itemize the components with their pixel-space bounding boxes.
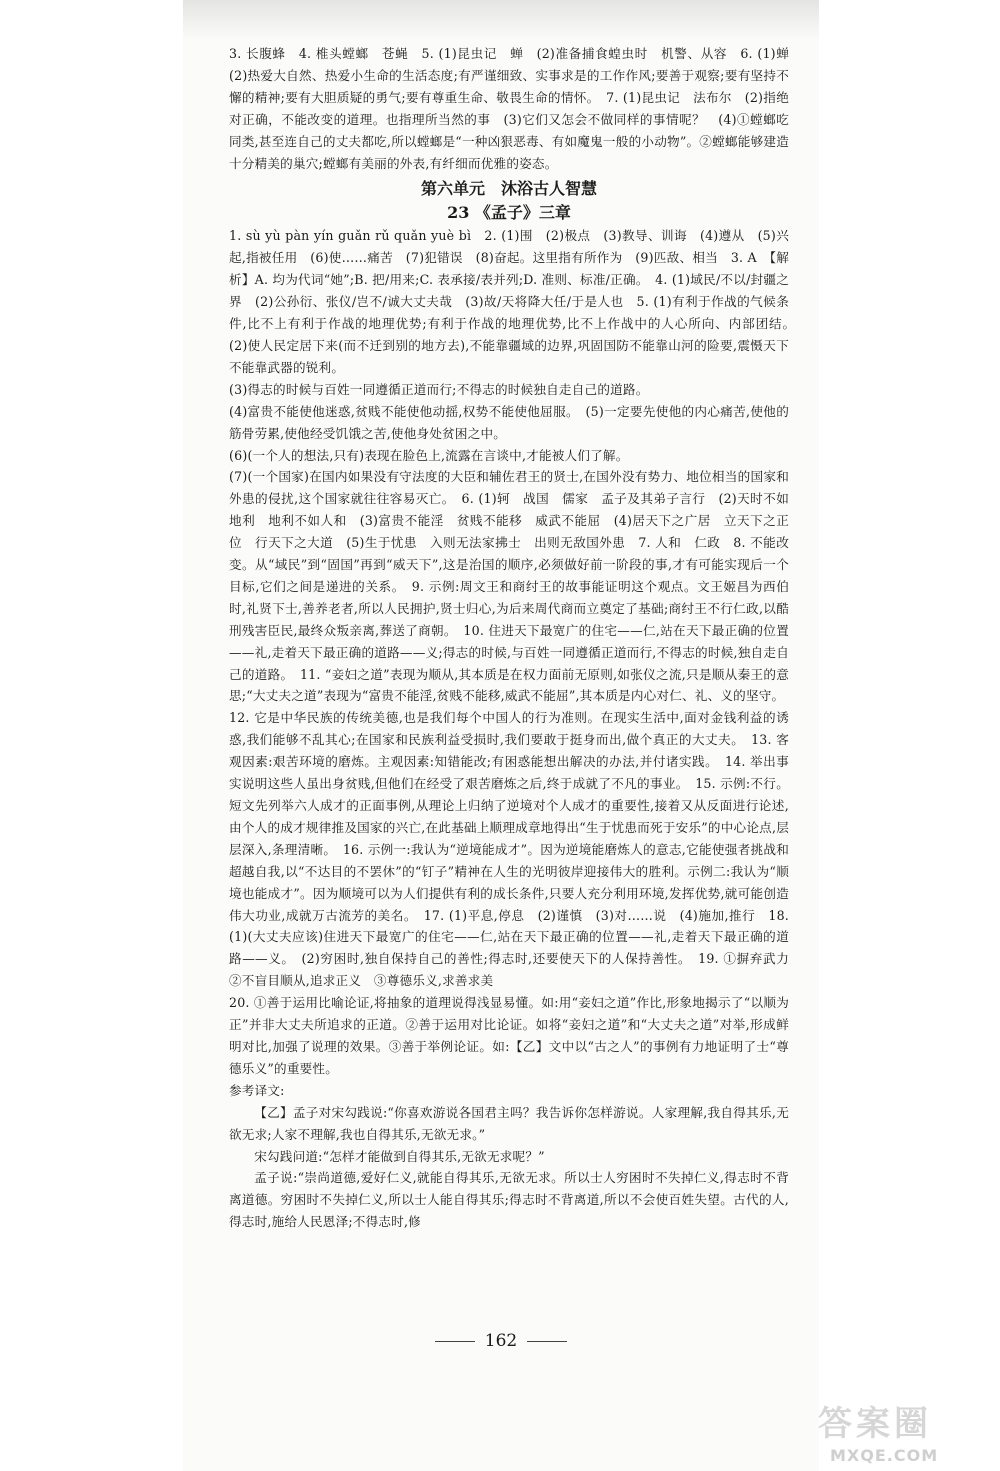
answer-paragraph-top: 3. 长腹蜂 4. 椎头螳螂 苍蝇 5. (1)昆虫记 蝉 (2)准备捕食蝗虫时 机警、从容 6. (1)蝉 (2)热爱大自然、热爱小生命的生活态度;有严谨细致、实事求是的工作作风;要善于观察;要有坚持不懈的精神;要有大胆质疑的勇气;要有尊重生命、敬畏生命的情怀。 7. (1)昆虫记 法布尔 (2)指绝对正确，不能改变的道理。也指理所当然的事 (3)它们又怎会不做同样的事情呢？ (4)①螳螂吃同类,甚至连自己的丈夫都吃,所以螳螂是“一种凶狠恶毒、有如魔鬼一般的小动物”。②螳螂能够建造十分精美的巢穴;螳螂有美丽的外表,有纤细而优雅的姿态。 xyxy=(229,46,802,171)
answer-paragraph: 1. sù yù pàn yín guǎn rǔ quǎn yuè bì 2. (1)围 (2)极点 (3)教导、训诲 (4)遵从 (5)兴起,指被任用 (6)使……痛苦 (7)犯错误 (8)奋起。这里指有所作为 (9)匹敌、相当 3. A 【解析】A. 均为代词“她”;B. 把/用来;C. 表承接/表并列;D. 准则、标准/正确。 4. (1)域民/不以/封疆之界 (2)公孙衍、张仪/岂不/诚大丈夫哉 (3)故/天将降大任/于是人也 5. (1)有利于作战的气候条件,比不上有利于作战的地理优势;有利于作战的地理优势,比不上作战中的人心所向、内部团结。 (2)使人民定居下来(而不迁到别的地方去),不能靠疆域的边界,巩固国防不能靠山河的险要,震慑天下不能靠武器的锐利。 xyxy=(229,228,802,375)
answer-paragraph: (4)富贵不能使他迷惑,贫贱不能使他动摇,权势不能使他屈服。 (5)一定要先使他的内心痛苦,使他的筋骨劳累,使他经受饥饿之苦,使他身处贫困之中。 xyxy=(229,403,789,441)
translation-paragraph: 宋勾践问道:“怎样才能做到自得其乐,无欲无求呢？” xyxy=(254,1148,545,1164)
book-page xyxy=(183,0,819,1471)
answer-paragraph: 12. 它是中华民族的传统美德,也是我们每个中国人的行为准则。在现实生活中,面对金钱利益的诱惑,我们能够不乱其心;在国家和民族利益受损时,我们要敢于挺身而出,做个真正的大丈夫。 13. 客观因素:艰苦环境的磨炼。主观因素:知错能改;有困惑能想出解决的办法,并付诸实践。 14. 举出事实说明这些人虽出身贫贱,但他们在经受了艰苦磨炼之后,终于成就了不凡的事业。 15. 示例:不行。短文先列举六人成才的正面事例,从理论上归纳了逆境对个人成才的重要性,接着又从反面进行论述,由个人的成才规律推及国家的兴亡,在此基础上顺理成章地得出“生于忧患而死于安乐”的中心论点,层层深入,条理清晰。 16. 示例一:我认为“逆境能成才”。因为逆境能磨炼人的意志,它能使强者挑战和超越自我,以“不达目的不罢休”的“钉子”精神在人生的光明彼岸迎接伟大的胜利。示例二:我认为“顺境也能成才”。因为顺境可以为人们提供有利的成长条件,只要人充分利用环境,发挥优势,就可能创造伟大功业,成就万古流芳的美名。 17. (1)平息,停息 (2)谨慎 (3)对……说 (4)施加,推行 18. (1)(大丈夫应该)住进天下最宽广的住宅——仁,站在天下最正确的位置——礼,走着天下最正确的道路——义。 (2)穷困时,独自保持自己的善性;得志时,还要使天下的人保持善性。 19. ①摒弃武力 ②不盲目顺从,追求正义 ③尊德乐义,求善求美 xyxy=(229,710,802,989)
page-number-dash-left xyxy=(435,1341,475,1342)
page-number xyxy=(183,1331,819,1351)
unit-title: 第六单元 沐浴古人智慧 xyxy=(420,179,597,199)
watermark xyxy=(818,1402,988,1468)
translation-paragraph: 【乙】孟子对宋勾践说:“你喜欢游说各国君主吗？我告诉你怎样游说。人家理解,我自得其乐,无欲无求;人家不理解,我也自得其乐,无欲无求。” xyxy=(229,1104,789,1142)
answer-paragraph: (7)(一个国家)在国内如果没有守法度的大臣和辅佐君王的贤士,在国外没有势力、地位相当的国家和外患的侵扰,这个国家就往往容易灭亡。 6. (1)轲 战国 儒家 孟子及其弟子言行 (2)天时不如地利 地利不如人和 (3)富贵不能淫 贫贱不能移 威武不能屈 (4)居天下之广居 立天下之正位 行天下之大道 (5)生于忧患 入则无法家拂士 出则无敌国外患 7. 人和 仁政 8. 不能改变。从“域民”到“固国”再到“威天下”,这是治国的顺序,必须做好前一阶段的事,才有可能实现后一个目标,它们之间是递进的关系。 9. 示例:周文王和商纣王的故事能证明这个观点。文王姬昌为西伯时,礼贤下士,善养老者,所以人民拥护,贤士归心,为后来周代商而立奠定了基础;商纣王不行仁政,以酷刑残害臣民,最终众叛亲离,葬送了商朝。 10. 住进天下最宽广的住宅——仁,站在天下最正确的位置——礼,走着天下最正确的道路——义;得志的时候,与百姓一同遵循正道而行,不得志的时候,独自走自己的道路。 11. “妾妇之道”表现为顺从,其本质是在权力面前无原则,如张仪之流,只是顺从秦王的意思;“大丈夫之道”表现为“富贵不能淫,贫贱不能移,威武不能屈”,其本质是内心对仁、礼、义的坚守。 xyxy=(229,469,789,704)
lesson-title: 23 《孟子》三章 xyxy=(447,203,571,223)
page-number-text: 162 xyxy=(484,1331,518,1351)
page-content xyxy=(229,43,802,1233)
page-number-dash-right xyxy=(527,1341,567,1342)
translation-paragraph: 孟子说:“崇尚道德,爱好仁义,就能自得其乐,无欲无求。所以士人穷困时不失掉仁义,得志时不背离道德。穷困时不失掉仁义,所以士人能自得其乐;得志时不背离道,所以不会使百姓失望。古代的人,得志时,施给人民恩泽;不得志时,修 xyxy=(229,1170,789,1230)
watermark-url: MXQE.COM xyxy=(830,1446,939,1465)
answer-paragraph: (3)得志的时候与百姓一同遵循正道而行;不得志的时候独自走自己的道路。 xyxy=(229,381,649,397)
watermark-logo: 答案圈 xyxy=(818,1404,932,1444)
answer-paragraph: 20. ①善于运用比喻论证,将抽象的道理说得浅显易懂。如:用“妾妇之道”作比,形象地揭示了“以顺为正”并非大丈夫所追求的正道。②善于运用对比论证。如将“妾妇之道”和“大丈夫之道”对举,形成鲜明对比,加强了说理的效果。③善于举例论证。如:【乙】文中以“古之人”的事例有力地证明了士“尊德乐义”的重要性。 xyxy=(229,995,789,1076)
answer-paragraph: (6)(一个人的想法,只有)表现在脸色上,流露在言谈中,才能被人们了解。 xyxy=(229,447,629,463)
translation-label: 参考译文: xyxy=(229,1082,285,1098)
